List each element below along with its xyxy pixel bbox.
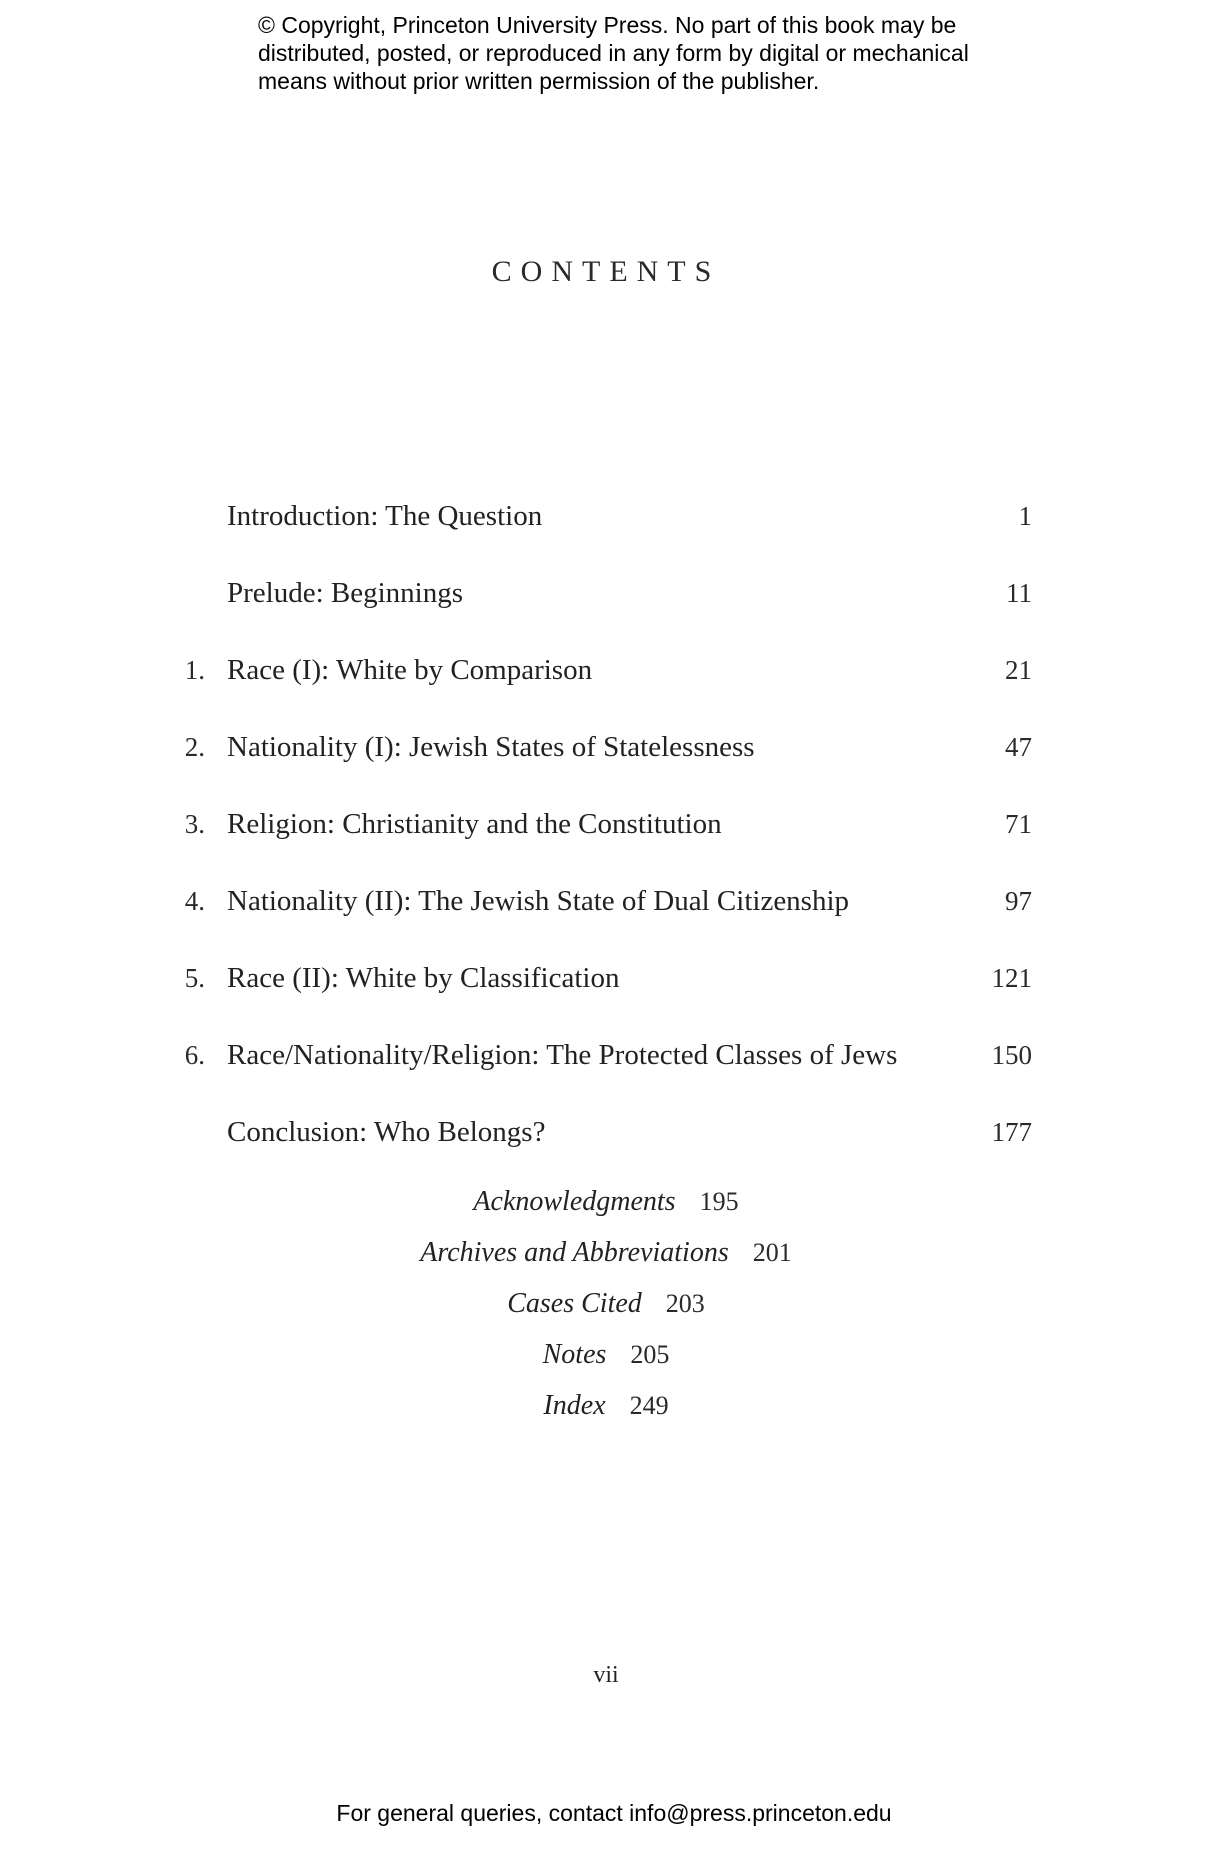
backmatter-title: Acknowledgments (473, 1186, 676, 1217)
backmatter-entry (106, 1278, 1106, 1329)
page-number: 47 (1005, 732, 1032, 762)
page-number: 203 (665, 1289, 705, 1318)
chapter-title: Race (I): White by Comparison (227, 654, 593, 686)
copyright-line-1: © Copyright, Princeton University Press. No part of this book may be (258, 12, 957, 38)
folio-page-number: vii (593, 1662, 619, 1688)
footer-queries-note: For general queries, contact info@press.princeton.edu (336, 1800, 892, 1826)
toc-entry (0, 478, 1032, 555)
chapter-title: Nationality (II): The Jewish State of Dual Citizenship (227, 885, 850, 917)
chapter-title: Conclusion: Who Belongs? (227, 1116, 546, 1148)
toc-entry (0, 940, 1032, 1017)
copyright-notice (258, 11, 1018, 95)
backmatter-list (106, 1176, 1106, 1431)
toc-entry (0, 786, 1032, 863)
chapter-number: 3. (184, 809, 205, 839)
page-number: 195 (699, 1187, 739, 1216)
copyright-line-3: means without prior written permission of the publisher. (258, 68, 820, 94)
page-number: 97 (1005, 886, 1032, 916)
page-number: 249 (629, 1391, 669, 1420)
backmatter-entry (106, 1380, 1106, 1431)
page-number: 201 (752, 1238, 792, 1267)
chapter-title: Race (II): White by Classification (227, 962, 620, 994)
chapter-number: 4. (184, 886, 205, 916)
toc-entry (0, 632, 1032, 709)
backmatter-title: Index (543, 1390, 606, 1421)
backmatter-title: Notes (542, 1339, 607, 1370)
chapter-number: 6. (184, 1040, 205, 1070)
chapter-title: Race/Nationality/Religion: The Protected Classes of Jews (227, 1039, 898, 1071)
backmatter-title: Cases Cited (507, 1288, 642, 1319)
page-number: 21 (1005, 655, 1032, 685)
backmatter-entry (106, 1227, 1106, 1278)
table-of-contents (0, 478, 1032, 1171)
page-number: 121 (991, 963, 1032, 993)
page-title: CONTENTS (491, 255, 721, 288)
backmatter-title: Archives and Abbreviations (420, 1237, 729, 1268)
toc-entry (0, 1094, 1032, 1171)
page-number: 177 (991, 1117, 1032, 1147)
toc-entry (0, 863, 1032, 940)
chapter-title: Prelude: Beginnings (227, 577, 464, 609)
page-number: 71 (1005, 809, 1032, 839)
chapter-title: Introduction: The Question (227, 500, 543, 532)
page-number: 1 (1018, 501, 1032, 531)
chapter-title: Nationality (I): Jewish States of Statelessness (227, 731, 755, 763)
backmatter-entry (106, 1176, 1106, 1227)
page-number: 11 (1006, 578, 1032, 608)
chapter-number: 2. (184, 732, 205, 762)
toc-entry (0, 555, 1032, 632)
copyright-line-2: distributed, posted, or reproduced in any form by digital or mechanical (258, 40, 969, 66)
backmatter-entry (106, 1329, 1106, 1380)
chapter-number: 1. (184, 655, 205, 685)
toc-entry (0, 1017, 1032, 1094)
chapter-title: Religion: Christianity and the Constitution (227, 808, 722, 840)
page-number: 205 (630, 1340, 670, 1369)
chapter-number: 5. (184, 963, 205, 993)
toc-entry (0, 709, 1032, 786)
page-number: 150 (991, 1040, 1032, 1070)
